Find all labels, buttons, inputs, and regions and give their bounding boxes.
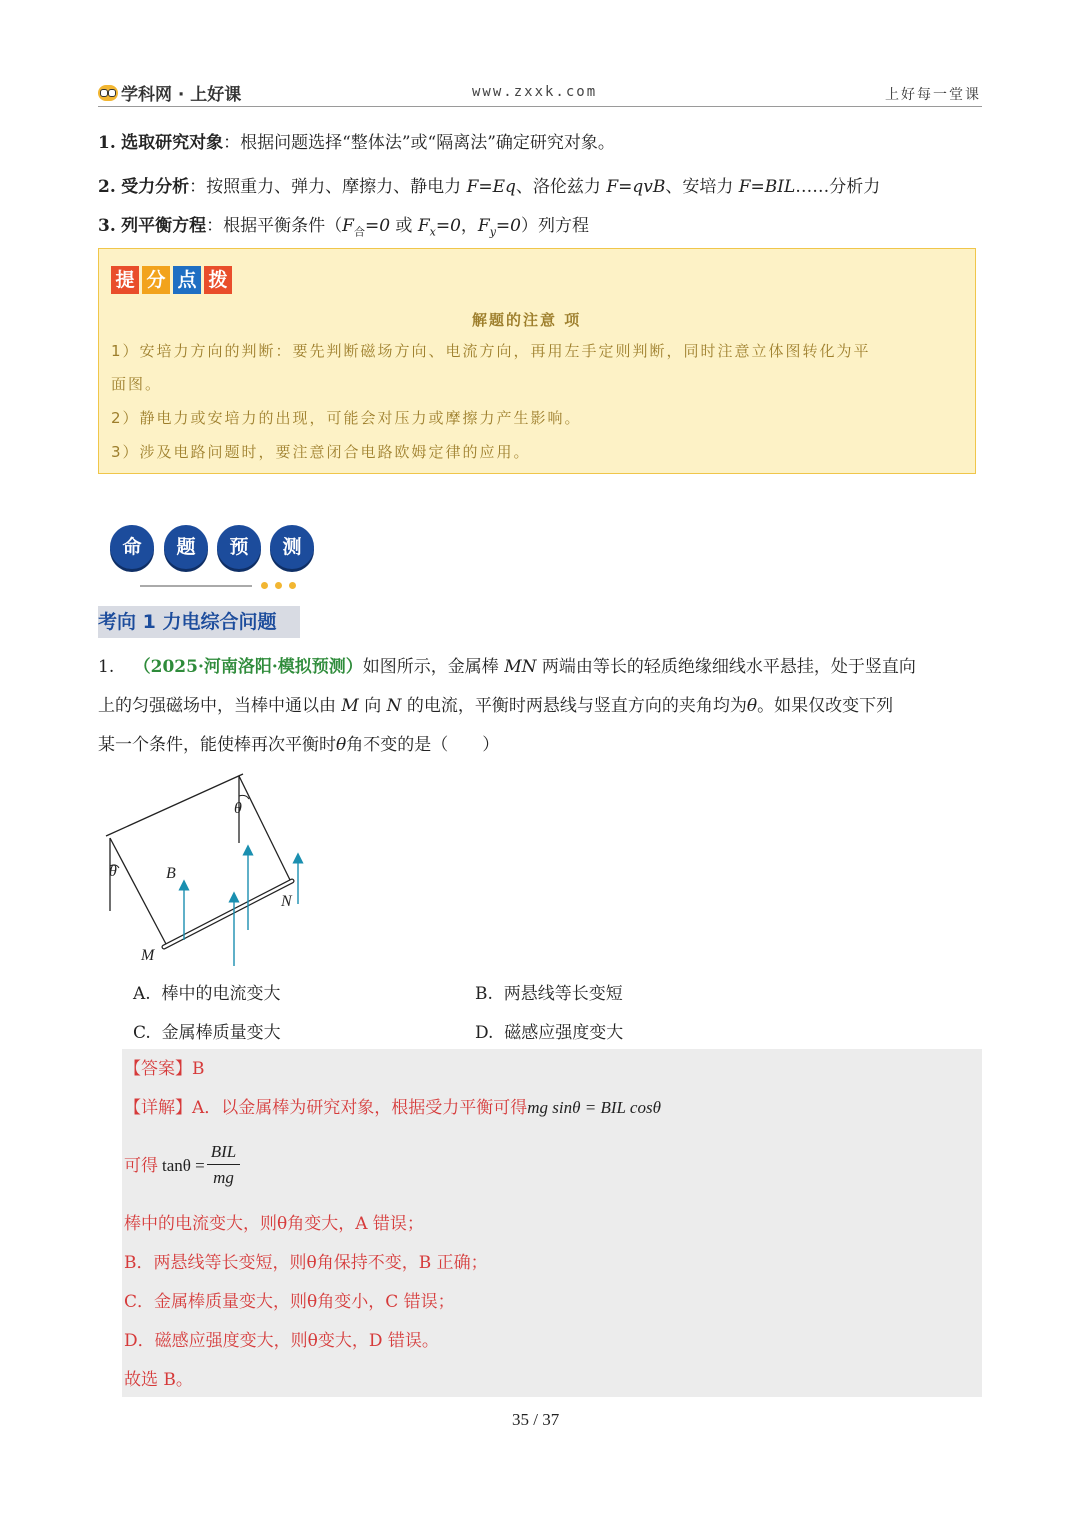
decor-dot xyxy=(275,582,282,589)
tip-box xyxy=(98,248,976,474)
logo-text: 学科网 · 上好课 xyxy=(121,85,242,105)
formula-net-force: F xyxy=(342,216,354,236)
var-n: N xyxy=(386,696,402,716)
analysis-line: B．两悬线等长变短，则θ角保持不变，B 正确； xyxy=(124,1253,488,1273)
detail-text: A．以金属棒为研究对象，根据受力平衡可得 xyxy=(192,1098,528,1118)
var-theta: θ xyxy=(746,696,758,716)
angle-arc xyxy=(239,795,249,799)
question-text: 向 xyxy=(358,696,387,716)
tip-line: 2）静电力或安培力的出现，可能会对压力或摩擦力产生影响。 xyxy=(111,409,582,427)
thread-left xyxy=(110,838,166,944)
formula-subscript: 合 xyxy=(353,225,365,239)
label-n: N xyxy=(281,893,292,910)
analysis-line: 棒中的电流变大，则θ角变大，A 错误； xyxy=(124,1214,424,1234)
step-3-text: ：根据平衡条件（ xyxy=(206,216,343,236)
predict-badge-char: 预 xyxy=(217,525,261,569)
tip-badge-char: 提 xyxy=(111,266,139,294)
step-3-text: ， xyxy=(460,216,478,236)
option-letter: A. xyxy=(133,984,151,1004)
formula-ampere: F=BIL xyxy=(738,177,796,197)
var-m: M xyxy=(341,696,359,716)
tip-line: 1）安培力方向的判断：要先判断磁场方向、电流方向，再用左手定则判断，同时注意立体图转化为平 xyxy=(111,342,871,360)
step-2-text: ……分析力 xyxy=(795,177,881,197)
option-text: 金属棒质量变大 xyxy=(161,1023,281,1043)
fraction xyxy=(207,1140,241,1191)
formula-fx: F xyxy=(417,216,430,236)
physics-figure xyxy=(96,768,316,968)
tip-title: 解题的注意 项 xyxy=(472,311,582,329)
option-letter: C. xyxy=(133,1023,151,1043)
thread-right xyxy=(239,776,291,882)
step-3-text: ）列方程 xyxy=(520,216,589,236)
formula-subscript: x xyxy=(429,225,436,239)
predict-badge-char: 题 xyxy=(164,525,208,569)
formula-lorentz: F=qvB xyxy=(606,177,666,197)
option-text: 磁感应强度变大 xyxy=(504,1023,624,1043)
question-source: （2025·河南洛阳·模拟预测） xyxy=(133,657,363,677)
step-1-text: ：根据问题选择“整体法”或“隔离法”确定研究对象。 xyxy=(223,133,615,153)
predict-divider xyxy=(140,585,252,587)
question-text: 。如果仅改变下列 xyxy=(757,696,894,716)
fraction-denominator: mg xyxy=(213,1168,234,1187)
analysis-line: C．金属棒质量变大，则θ角变小，C 错误； xyxy=(124,1292,455,1312)
question-line-1 xyxy=(98,655,916,679)
step-2-text: 、洛伦兹力 xyxy=(515,177,607,197)
question-text: 某一个条件，能使棒再次平衡时 xyxy=(98,735,336,755)
tip-badge xyxy=(111,266,235,294)
option-a[interactable] xyxy=(133,979,281,1004)
option-text: 两悬线等长变短 xyxy=(503,984,623,1004)
step-2 xyxy=(98,175,880,199)
predict-badge-char: 命 xyxy=(110,525,154,569)
derive-label: 可得 xyxy=(124,1155,158,1176)
step-1-title: 选取研究对象 xyxy=(121,133,224,153)
conclusion-line: 故选 B。 xyxy=(124,1370,193,1390)
derive-line xyxy=(124,1140,240,1191)
step-1-number: 1. xyxy=(98,133,116,153)
question-text: 角不变的是（ ） xyxy=(346,735,500,755)
question-text: 如图所示，金属棒 xyxy=(362,657,505,677)
formula-subscript: y xyxy=(489,225,496,239)
step-2-text: 、安培力 xyxy=(665,177,739,197)
question-text: 的电流，平衡时两悬线与竖直方向的夹角均为 xyxy=(401,696,747,716)
owl-logo-icon xyxy=(98,85,118,101)
tip-badge-char: 点 xyxy=(173,266,201,294)
decor-dot xyxy=(289,582,296,589)
step-3-text: 或 xyxy=(390,216,418,236)
tip-line: 面图。 xyxy=(111,375,163,393)
formula-fx: =0 xyxy=(435,216,461,236)
analysis-line: D．磁感应强度变大，则θ变大，D 错误。 xyxy=(124,1331,439,1351)
detail-line xyxy=(124,1096,661,1120)
header-divider xyxy=(98,106,982,107)
formula-fy: F xyxy=(477,216,490,236)
ceiling-line xyxy=(106,774,243,836)
header-slogan: 上好每一堂课 xyxy=(885,87,981,103)
predict-badge-char: 测 xyxy=(270,525,314,569)
option-d[interactable] xyxy=(475,1018,623,1043)
step-2-number: 2. xyxy=(98,177,116,197)
option-text: 棒中的电流变大 xyxy=(161,984,281,1004)
option-c[interactable] xyxy=(133,1018,281,1043)
option-letter: B. xyxy=(475,984,493,1004)
formula-fy: =0 xyxy=(495,216,521,236)
tip-badge-char: 分 xyxy=(142,266,170,294)
site-url: www.zxxk.com xyxy=(472,84,598,100)
step-2-text: ：按照重力、弹力、摩擦力、静电力 xyxy=(189,177,467,197)
question-text: 上的匀强磁场中，当棒中通以由 xyxy=(98,696,342,716)
formula-electric: F=Eq xyxy=(466,177,516,197)
label-m: M xyxy=(141,947,155,964)
label-theta-left: θ xyxy=(109,863,117,880)
formula-net-force: =0 xyxy=(364,216,391,236)
step-3 xyxy=(98,214,589,244)
equation-balance: mg sinθ = BIL cosθ xyxy=(527,1098,661,1117)
option-letter: D. xyxy=(475,1023,494,1043)
step-2-title: 受力分析 xyxy=(121,177,190,197)
label-b: B xyxy=(166,865,176,882)
question-text: 两端由等长的轻质绝缘细线水平悬挂，处于竖直向 xyxy=(536,657,916,677)
tip-badge-char: 拨 xyxy=(204,266,232,294)
answer-label: 【答案】B xyxy=(124,1059,205,1079)
page-number: 35 / 37 xyxy=(512,1410,560,1429)
decor-dot xyxy=(261,582,268,589)
var-mn: MN xyxy=(504,657,537,677)
question-number: 1. xyxy=(98,657,115,677)
detail-label: 【详解】 xyxy=(124,1098,192,1118)
step-3-number: 3. xyxy=(98,216,116,236)
tip-line: 3）涉及电路问题时，要注意闭合电路欧姆定律的应用。 xyxy=(111,443,531,461)
question-line-2 xyxy=(98,694,893,718)
section-title: 考向 1 力电综合问题 xyxy=(98,606,300,638)
fraction-numerator: BIL xyxy=(207,1140,241,1165)
logo xyxy=(98,80,241,105)
equation-tan: tanθ = xyxy=(162,1155,205,1175)
step-1 xyxy=(98,131,615,155)
option-b[interactable] xyxy=(475,979,623,1004)
metal-rod-highlight xyxy=(164,881,292,947)
label-theta-right: θ xyxy=(234,800,242,817)
var-theta: θ xyxy=(336,735,347,755)
step-3-title: 列平衡方程 xyxy=(121,216,207,236)
question-line-3 xyxy=(98,733,499,757)
